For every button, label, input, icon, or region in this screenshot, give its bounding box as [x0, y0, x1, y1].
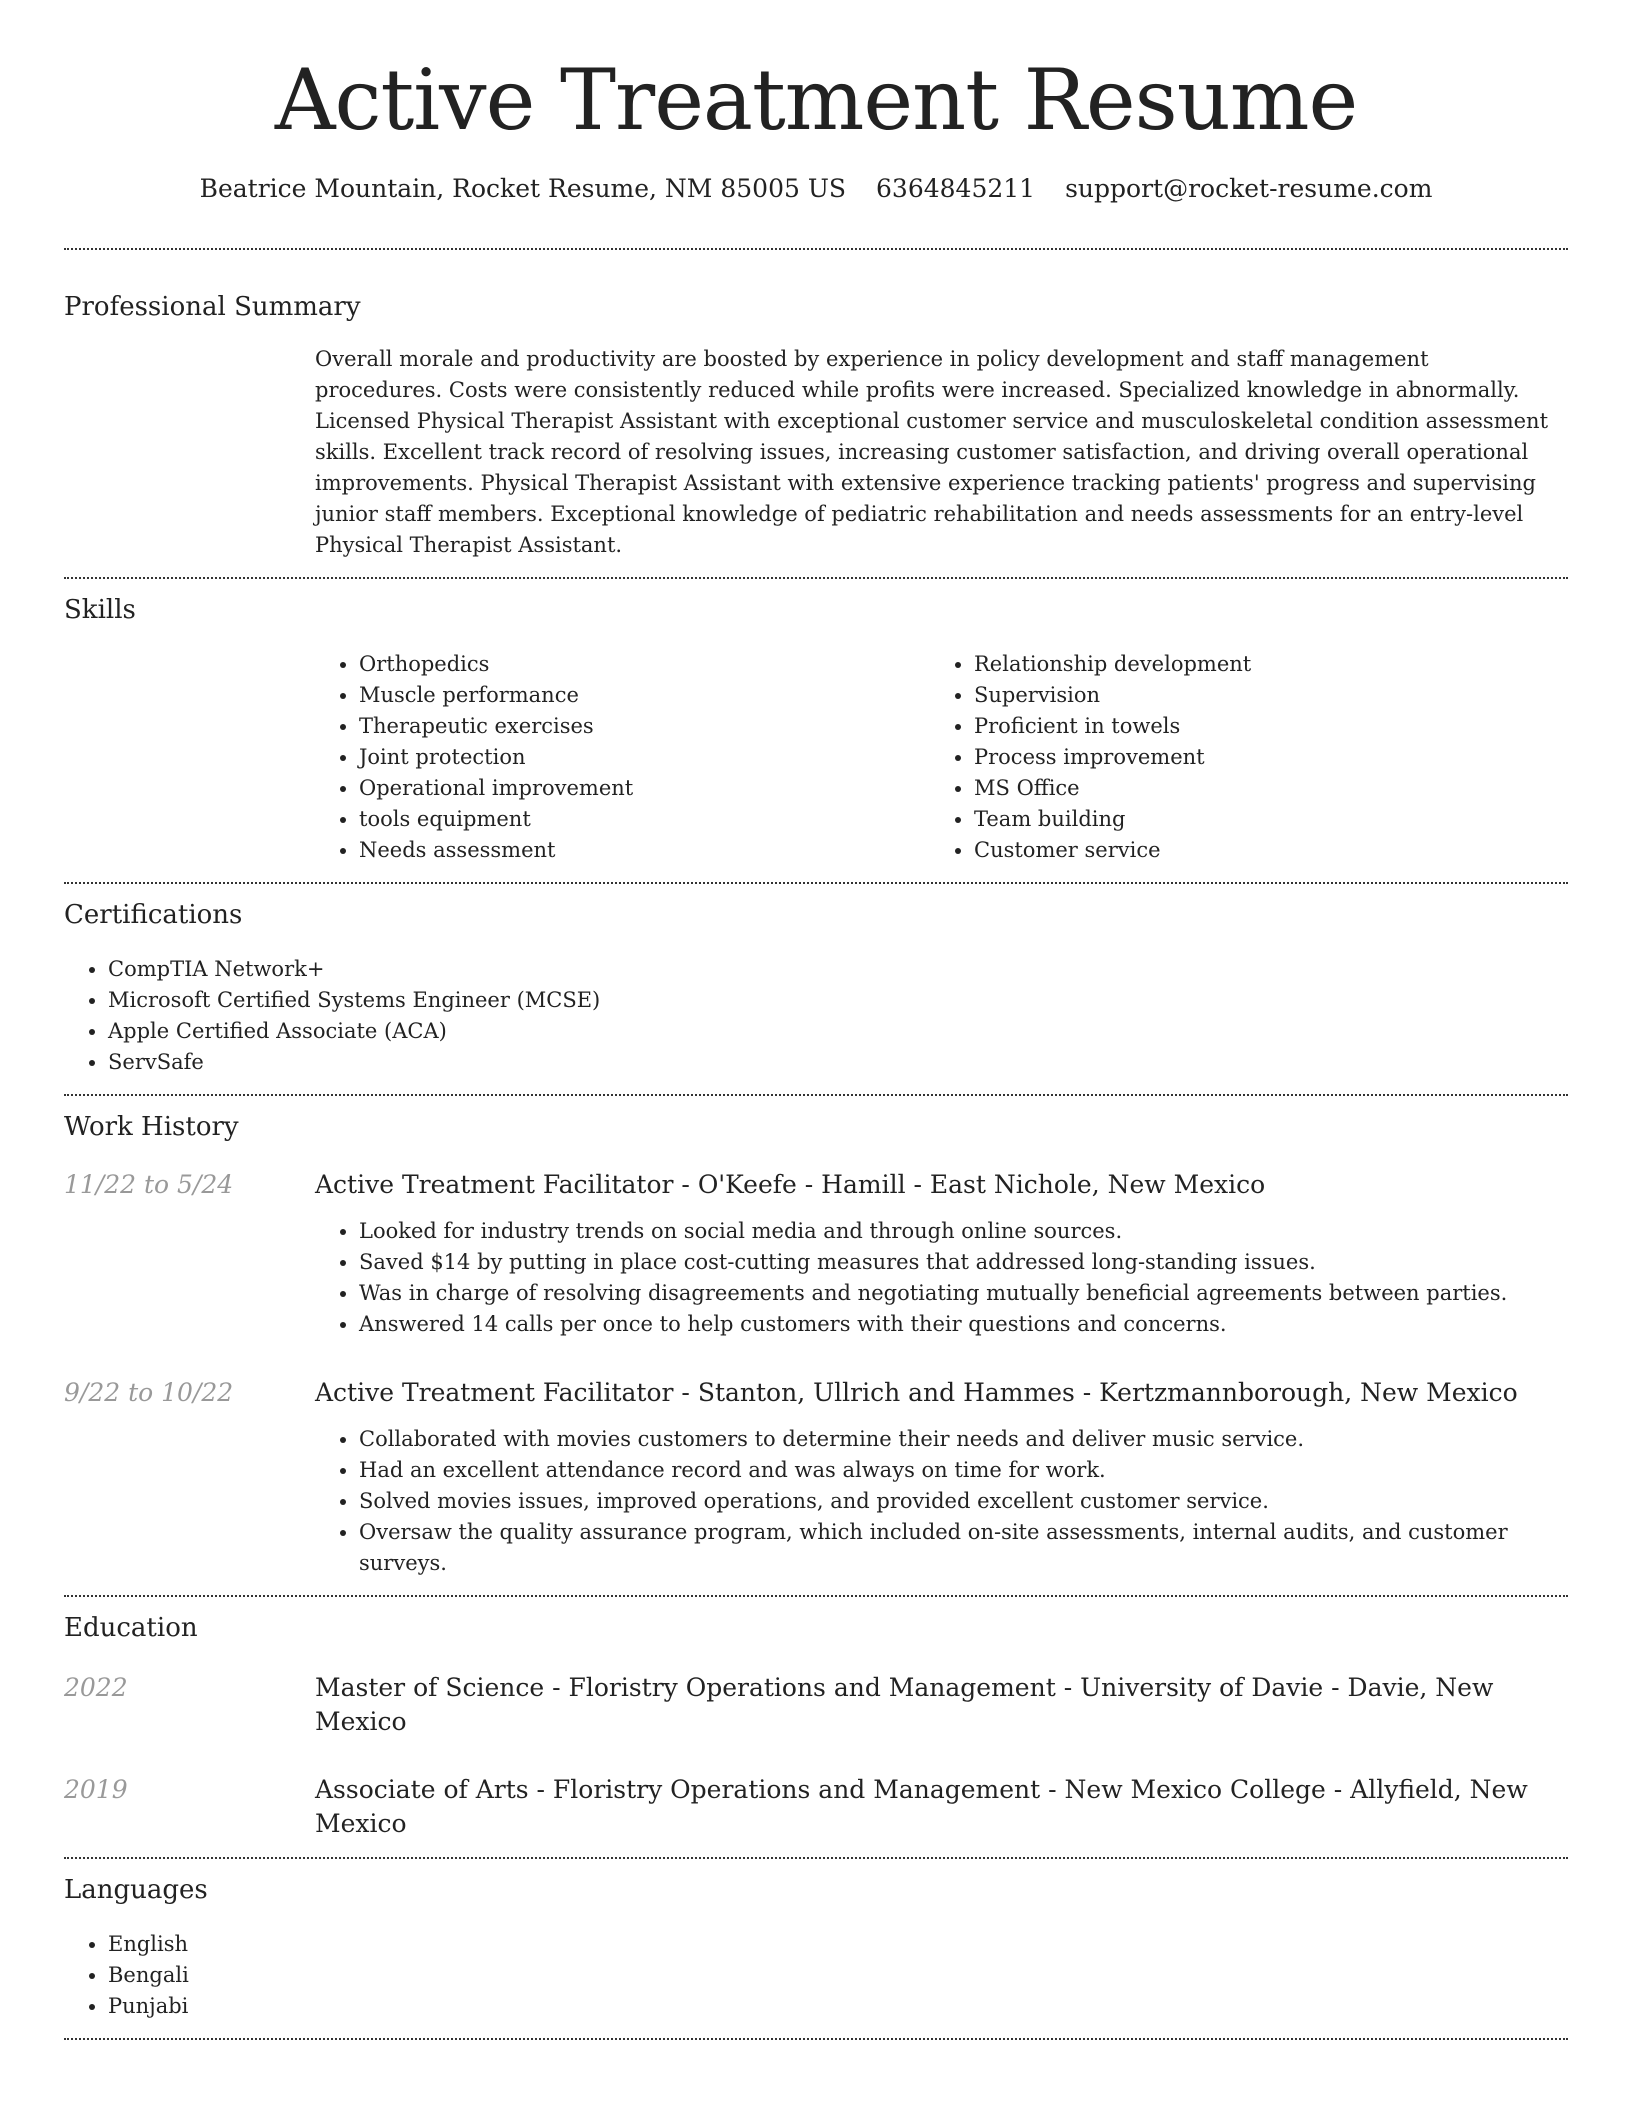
contact-address: Beatrice Mountain, Rocket Resume, NM 85005 US — [199, 174, 847, 203]
job-bullets — [315, 1424, 1568, 1579]
education-text: Associate of Arts - Floristry Operations and Management - New Mexico College - Allyfield, New Mexico — [315, 1775, 1528, 1838]
skill-item: • Muscle performance — [359, 680, 930, 711]
section-divider — [64, 1094, 1568, 1096]
job-bullet: • Looked for industry trends on social media and through online sources. — [359, 1216, 1568, 1247]
education-year: 2022 — [64, 1673, 128, 1702]
job-bullet: • Collaborated with movies customers to determine their needs and deliver music service. — [359, 1424, 1568, 1455]
resume-page — [64, 0, 1568, 2040]
skills-left-column — [315, 649, 930, 866]
job-title: Active Treatment Facilitator - Stanton, Ullrich and Hammes - Kertzmannborough, New Mexico — [315, 1378, 1518, 1407]
skill-item: • Orthopedics — [359, 649, 930, 680]
section-divider — [64, 248, 1568, 250]
skill-item: • Customer service — [974, 835, 1545, 866]
job-bullet: • Saved $14 by putting in place cost-cutting measures that addressed long-standing issues. — [359, 1247, 1568, 1278]
section-divider — [64, 1595, 1568, 1597]
job-bullet: • Answered 14 calls per once to help customers with their questions and concerns. — [359, 1309, 1568, 1340]
job-bullet: • Oversaw the quality assurance program, which included on-site assessments, internal audits, and customer surveys. — [359, 1517, 1568, 1579]
languages-heading: Languages — [64, 1875, 208, 1905]
skill-item: • Relationship development — [974, 649, 1545, 680]
contact-line — [64, 172, 1568, 206]
skill-item: • Needs assessment — [359, 835, 930, 866]
language-item: • Punjabi — [108, 1991, 1568, 2022]
skill-item: • Process improvement — [974, 742, 1545, 773]
section-divider — [64, 2038, 1568, 2040]
work-history-heading: Work History — [64, 1112, 239, 1142]
education-entry — [64, 1773, 1568, 1841]
section-divider — [64, 1857, 1568, 1859]
job-title: Active Treatment Facilitator - O'Keefe - Hamill - East Nichole, New Mexico — [315, 1170, 1266, 1199]
section-divider — [64, 882, 1568, 884]
education-text: Master of Science - Floristry Operations and Management - University of Davie - Davie, New Mexico — [315, 1673, 1494, 1736]
certification-item: • Apple Certified Associate (ACA) — [108, 1016, 1568, 1047]
skill-item: • Operational improvement — [359, 773, 930, 804]
job-bullet: • Was in charge of resolving disagreements and negotiating mutually beneficial agreements between parties. — [359, 1278, 1568, 1309]
summary-text: Overall morale and productivity are boosted by experience in policy development and staff management procedures. Costs were consistently reduced while profits were increased. Specialized knowledge in abnormally. Licensed Physical Therapist Assistant with exceptional customer service and musculoskeletal condition assessment skills. Excellent track record of resolving issues, increasing customer satisfaction, and driving overall operational improvements. Physical Therapist Assistant with extensive experience tracking patients' progress and supervising junior staff members. Exceptional knowledge of pediatric rehabilitation and needs assessments for an entry-level Physical Therapist Assistant. — [315, 347, 1549, 557]
job-dates: 9/22 to 10/22 — [64, 1378, 234, 1407]
section-divider — [64, 577, 1568, 579]
skills-right-column — [930, 649, 1545, 866]
job-bullets — [315, 1216, 1568, 1340]
skill-item: • Therapeutic exercises — [359, 711, 930, 742]
education-heading: Education — [64, 1613, 198, 1643]
language-item: • Bengali — [108, 1960, 1568, 1991]
certification-item: • ServSafe — [108, 1047, 1568, 1078]
skill-item: • MS Office — [974, 773, 1545, 804]
skill-item: • Team building — [974, 804, 1545, 835]
skill-item: • Joint protection — [359, 742, 930, 773]
education-year: 2019 — [64, 1775, 128, 1804]
resume-title: Active Treatment Resume — [274, 51, 1358, 149]
certifications-heading: Certifications — [64, 900, 243, 930]
certification-item: • CompTIA Network+ — [108, 954, 1568, 985]
certification-item: • Microsoft Certified Systems Engineer (MCSE) — [108, 985, 1568, 1016]
certifications-list — [64, 954, 1568, 1078]
education-entry — [64, 1671, 1568, 1739]
job-dates: 11/22 to 5/24 — [64, 1170, 234, 1199]
job-bullet: • Solved movies issues, improved operations, and provided excellent customer service. — [359, 1486, 1568, 1517]
skills-columns — [315, 649, 1568, 866]
job-entry — [64, 1168, 1568, 1340]
skill-item: • tools equipment — [359, 804, 930, 835]
language-item: • English — [108, 1929, 1568, 1960]
skill-item: • Supervision — [974, 680, 1545, 711]
contact-email[interactable]: support@rocket-resume.com — [1065, 174, 1433, 203]
skill-item: • Proficient in towels — [974, 711, 1545, 742]
contact-phone: 6364845211 — [876, 174, 1036, 203]
languages-list — [64, 1929, 1568, 2022]
summary-heading: Professional Summary — [64, 292, 361, 322]
job-bullet: • Had an excellent attendance record and was always on time for work. — [359, 1455, 1568, 1486]
skills-heading: Skills — [64, 595, 136, 625]
job-entry — [64, 1376, 1568, 1579]
